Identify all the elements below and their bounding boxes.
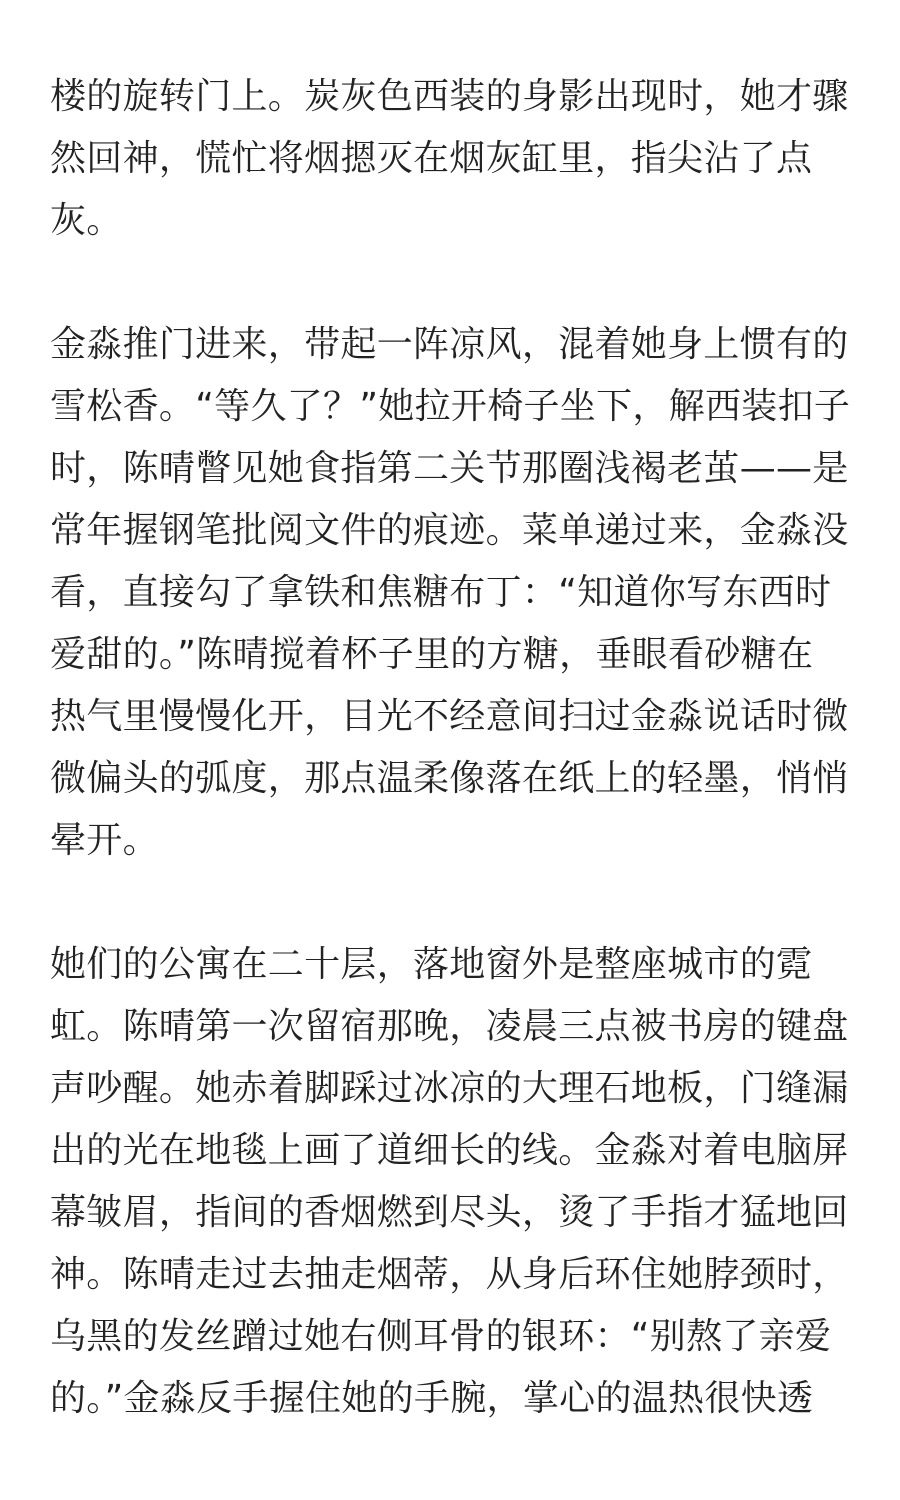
paragraph-3 — [50, 934, 850, 1430]
text-line: 声吵醒。她赤着脚踩过冰凉的大理石地板，门缝漏 — [50, 1068, 849, 1109]
text-line: 楼的旋转门上。炭灰色西装的身影出现时，她才骤 — [50, 76, 849, 117]
text-line: 虹。陈晴第一次留宿那晚，凌晨三点被书房的键盘 — [50, 1006, 849, 1047]
paragraph-1 — [50, 66, 850, 252]
text-line: 神。陈晴走过去抽走烟蒂，从身后环住她脖颈时， — [50, 1254, 849, 1295]
paragraph-2 — [50, 314, 850, 872]
text-line: 爱甜的。”陈晴搅着杯子里的方糖，垂眼看砂糖在 — [50, 634, 814, 675]
text-line: 微偏头的弧度，那点温柔像落在纸上的轻墨，悄悄 — [50, 758, 849, 799]
text-line: 晕开。 — [50, 820, 159, 861]
text-line: 她们的公寓在二十层，落地窗外是整座城市的霓 — [50, 944, 813, 985]
text-line: 出的光在地毯上画了道细长的线。金淼对着电脑屏 — [50, 1130, 849, 1171]
text-line: 幕皱眉，指间的香烟燃到尽头，烫了手指才猛地回 — [50, 1192, 849, 1233]
text-line: 时，陈晴瞥见她食指第二关节那圈浅褐老茧——是 — [50, 448, 849, 489]
text-line: 乌黑的发丝蹭过她右侧耳骨的银环：“别熬了亲爱 — [50, 1316, 832, 1357]
text-line: 灰。 — [50, 200, 123, 241]
text-line: 然回神，慌忙将烟摁灭在烟灰缸里，指尖沾了点 — [50, 138, 813, 179]
text-line: 金淼推门进来，带起一阵凉风，混着她身上惯有的 — [50, 324, 849, 365]
text-line: 热气里慢慢化开，目光不经意间扫过金淼说话时微 — [50, 696, 849, 737]
article-body — [50, 66, 850, 1492]
text-line: 的。”金淼反手握住她的手腕，掌心的温热很快透 — [50, 1378, 814, 1419]
text-line: 雪松香。“等久了？”她拉开椅子坐下，解西装扣子 — [50, 386, 851, 427]
text-line: 看，直接勾了拿铁和焦糖布丁：“知道你写东西时 — [50, 572, 832, 613]
text-line: 常年握钢笔批阅文件的痕迹。菜单递过来，金淼没 — [50, 510, 849, 551]
